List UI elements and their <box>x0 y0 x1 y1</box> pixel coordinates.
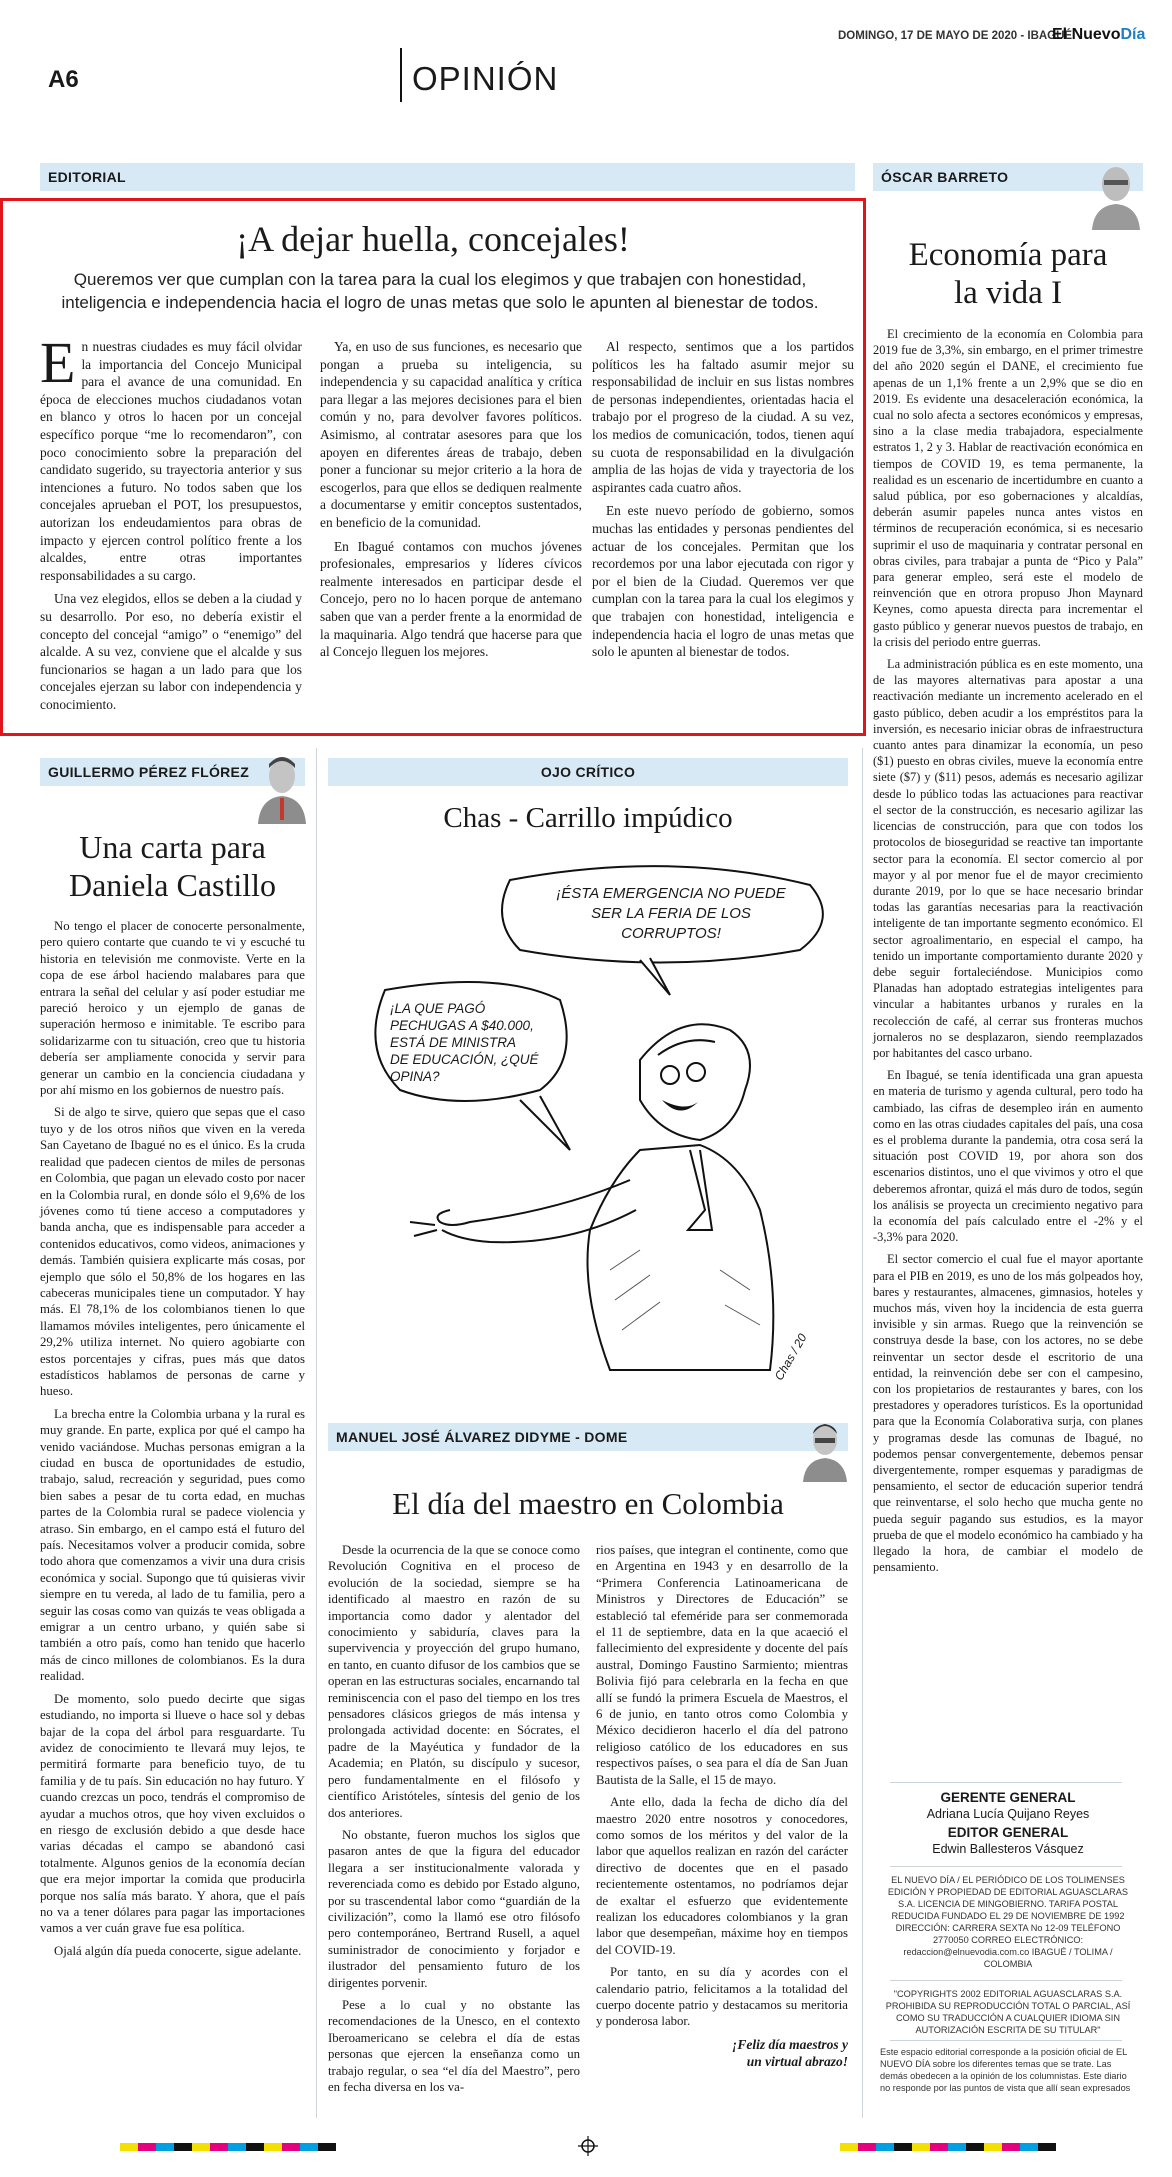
staff-legal-1: EL NUEVO DÍA / EL PERIÓDICO DE LOS TOLIMENSES EDICIÓN Y PROPIEDAD DE EDITORIAL AGUASCLARAS S.A. LICENCIA DE MINGOBIERNO. TARIFA POSTAL REDUCIDA FUNDADO EL 29 DE NOVIEMBRE DE 1992 DIRECCIÓN: CARRERA SEXTA No 12-09 TELÉFONO 2770050 CORREO ELECTRÓNICO: redaccion@elnuevodia.com.co IBAGUÉ / TOLIMA / COLOMBIA <box>887 1875 1129 1969</box>
editorial-p2: Una vez elegidos, ellos se deben a la ciudad y su desarrollo. Por eso, no debería existir el concepto del concejal “amigo” o “enemigo” del alcalde. A su vez, conviene que el alcalde y sus funcionarios se hagan a un lado para que los concejales ejerzan su labor con independencia y conocimiento. <box>40 591 302 712</box>
editorial-p6: En este nuevo período de gobierno, somos muchas las entidades y personas pendientes del actuar de los concejales. Permitan que los recordemos por una labor ejecutada con rigor y por el bien de la Ciudad. Queremos ver que cumplan con la tarea para la cual los elegimos y que trabajen con honestidad, inteligencia e independencia hacia el logro de unas metas que solo le apunten al bienestar de todos. <box>592 503 854 660</box>
guillermo-headline-line-1: Una carta para <box>79 829 266 865</box>
editorial-p4: En Ibagué contamos con muchos jóvenes profesionales, empresarios y líderes cívicos realmente interesados en participar desde el Concejo, pero no lo hacen porque de antemano saben que van a perder frente a la enormidad de la maquinaria. Algo tendrá que hacerse para que al Concejo lleguen los mejores. <box>320 538 582 660</box>
brand-logo <box>1052 26 1145 44</box>
manuel-column-1 <box>328 1542 580 2101</box>
registration-mark <box>578 2136 598 2156</box>
barreto-p4: El sector comercio el cual fue el mayor aportante para el PIB en 2019, es uno de los más golpeados hoy, bares y restaurantes, almacenes, gimnasios, hoteles y muchos más, viven hoy la incidencia de esta guerra invisible y sin armas. Ruego que la reinvención se construya desde la base, con los actores, no se debe reinventar un sector desde el escritorio de una entidad, la reinvención debe ser con el campesino, con los propietarios de restaurantes y bares, con los prestadores y operadores turísticos. Es la oportunidad para que la Economía Colaborativa surja, con planes y programas desde las comunas de Ibagué, no podemos pensar convergentemente, debemos pensar divergentemente, romper esquemas y paradigmas de pensamiento, el sector de educación superior tendrá que reinventarse, el solo hecho que mucha gente no pueda seguir pagando sus estudios, es la mayor prueba de que el modelo económico ha cambiado y ha llegado la hora, de cambiar el modelo de pensamiento. <box>873 1252 1143 1575</box>
staff-top-rule <box>890 1782 1122 1783</box>
guillermo-avatar <box>254 752 310 824</box>
cartoon <box>340 850 840 1410</box>
staff-legal-2: "COPYRIGHTS 2002 EDITORIAL AGUASCLARAS S.A. PROHIBIDA SU REPRODUCCIÓN TOTAL O PARCIAL, ASÍ COMO SU TRADUCCIÓN A CUALQUIER IDIOMA SIN AUTORIZACIÓN ESCRITA DE SU TITULAR" <box>885 1989 1131 2035</box>
brand-suffix: Día <box>1120 26 1146 43</box>
guillermo-p5: Ojalá algún día pueda conocerte, sigue adelante. <box>54 1943 302 1958</box>
manuel-avatar <box>800 1418 850 1482</box>
cartoon-bubble-1 <box>526 884 816 944</box>
manuel-p2: No obstante, fueron muchos los siglos que pasaron antes de que la figura del educador llegara a ser institucionalmente valorada y reverenciada como es debido por Estado alguno, por su trascendental labor como “guardián de la civilización”, como la llamó ese otro filósofo pero contemporáneo, Bertrand Rusell, a aquel suministrador de conocimiento y forjador e ilustrador del pensamiento futuro de los dirigentes porvenir. <box>328 1827 580 1990</box>
editorial-column-3 <box>592 338 854 667</box>
staff-rule-3 <box>890 2040 1122 2041</box>
section-divider <box>400 48 402 102</box>
guillermo-p3: La brecha entre la Colombia urbana y la rural es muy grande. En parte, explica por qué el campo ha venido vaciándose. Muchas personas emigran a la ciudad en busca de oportunidades de estudio, trabajo, salud, recreación y seguridad, pues como bien sabes a pesar de tu corta edad, en muchas partes de la Colombia rural se padece violencia y atraso. Sin embargo, en el campo está el futuro del país. Necesitamos volver a producir comida, sobre todo ahora que comenzamos a vivir una dura crisis económica y social. Supongo que tú quisieras vivir siempre en tu vereda, al lado de tu familia, pero a seguir las cosas como van quizás te veas obligada a emigrar a un centro urbano, y quién sabe si también a otro país, como han tenido que hacerlo más de cinco millones de colombianos. Es la dura realidad. <box>40 1406 305 1684</box>
editorial-subhead: Queremos ver que cumplan con la tarea para la cual los elegimos y que trabajen con honestidad, inteligencia e independencia hacia el logro de unas metas que solo le apunten al bienestar de todos. <box>61 270 819 312</box>
editorial-p5: Al respecto, sentimos que a los partidos políticos les ha faltado asumir mejor su responsabilidad de incluir en sus listas nombres de personas independientes, orientadas hacia el trabajo por el progreso de la ciudad. A su vez, los medios de comunicación, todos, tienen aquí su cuota de responsabilidad en la divulgación amplia de las hojas de vida y trayectoria de los aspirantes cada cuatro años. <box>592 339 854 495</box>
manuel-closing <box>596 2036 848 2070</box>
barreto-headline-line-2: la vida I <box>953 275 1063 311</box>
editorial-column-1 <box>40 330 302 719</box>
manuel-p6: Por tanto, en su día y acordes con el calendario patrio, felicitamos a la totalidad del cuerpo docente patrio y destacamos su meritoria y ponderosa labor. <box>596 1965 848 2029</box>
guillermo-headline <box>40 828 305 904</box>
barreto-p3: En Ibagué, se tenía identificada una gran apuesta en materia de turismo y agenda cultural, pero todo ha cambiado, las cifras de desempleo irán en aumento como en las otras ciudades capitales del país, una cosa es el problema durante la pandemia, otra cosa será la situación post COVID 19, por ahora son dos escenarios distintos, uno el que vivimos y otro el que deberemos afrontar, quizá el más duro de todos, según los análisis se proyecta un crecimiento negativo para la economía del país calculado entre el -2% y el -3,3% para 2020. <box>873 1068 1143 1245</box>
brand-prefix: El Nuevo <box>1052 26 1121 43</box>
editorial-headline: ¡A dejar huella, concejales! <box>236 219 630 259</box>
bubble-2-line-5: OPINA? <box>390 1069 440 1084</box>
ojo-headline: Chas - Carrillo impúdico <box>443 802 733 834</box>
guillermo-author: GUILLERMO PÉREZ FLÓREZ <box>48 764 250 780</box>
bubble-2-line-1: ¡LA QUE PAGÓ <box>390 1001 486 1016</box>
staff-role-1: GERENTE GENERAL <box>940 1790 1076 1805</box>
bubble-1-line-3: CORRUPTOS! <box>621 925 721 942</box>
barreto-p2: La administración pública es en este momento, una de las mayores alternativas para apostar a una reactivación mediante un incremento acelerado en el gasto público, deben acudir a los empréstitos para la inversión, es necesario iniciar obras de infraestructura cuanto antes para dinamizar la economía, un peso ($1) puesto en obras civiles, mueve la economía entre siete ($7) y ($11) pesos, además es necesario agilizar desde lo público todas las actuaciones para reactivar el sector de la construcción, es necesario agilizar las licencias de construcción, para que con todos los protocolos de bioseguridad se reactive tan importante sector para la economía. El sector comercio al por mayor y al por menor fue el de mayor crecimiento durante 2019, por lo que se hace necesario brindar todas las garantías necesarias para la reactivación inteligente de tan importante segmento económico. El sector agroalimentario, en especial el campo, ha tenido un importante comportamiento durante 2020 y debe seguir fortaleciéndose. Municipios como Planadas han adoptado estrategias inteligentes para vincular a habitantes urbanos y rurales en la recolección de café, al cerrar sus fronteras muchos jornaleros no se desplazaron, siendo reemplazados por habitantes del casco urbano. <box>873 657 1143 1060</box>
manuel-author-bar <box>328 1423 848 1451</box>
color-registration-left <box>120 2143 336 2151</box>
header-date: DOMINGO, 17 DE MAYO DE 2020 - IBAGUÉ <box>838 30 1073 42</box>
manuel-p1: Desde la ocurrencia de la que se conoce como Revolución Cognitiva en el proceso de evolución de la sociedad, siempre se ha identificado al maestro en razón de su importancia como dador y alentador del conocimiento y sabiduría, claves para la supervivencia y proyección del grupo humano, en tanto, en cuanto difusor de los cambios que se operan en las estructuras sociales, encarnando tal reminiscencia con el paso del tiempo en los tres pensadores clásicos griegos de más intensa y prolongada actividad docente: en Sócrates, el padre de la Mayéutica y fundador de la Academia; en Platón, su discípulo y sucesor, pero fundamentalmente en el filósofo y científico Aristóteles, síntesis del genio de los dos anteriores. <box>328 1543 580 1820</box>
bubble-2-line-4: DE EDUCACIÓN, ¿QUÉ <box>390 1052 539 1067</box>
editorial-p3: Ya, en uso de sus funciones, es necesario que pongan a prueba su inteligencia, su independencia y su capacidad analítica y crítica para llegar a las mejores decisiones para el bien común y no, para devolver favores políticos. Asimismo, al contratar asesores para que los apoyen en diferentes áreas de trabajo, deben poner a funcionar su mejor criterio a la hora de escogerlos, para que ellos se dediquen realmente a documentarse y emitir conceptos sustentados, en beneficio de la comunidad. <box>320 339 582 530</box>
ojo-label-bar <box>328 758 848 786</box>
editorial-label: EDITORIAL <box>48 169 126 185</box>
barreto-p1: El crecimiento de la economía en Colombia para 2019 fue de 3,3%, sin embargo, en el primer trimestre del año 2020 según el DANE, el crecimiento fue apenas de un 1,1% frente a un 2,9% que se dio en 2019. Es evidente una desaceleración económica, la cual no solo afecta a sectores económicos y empresas, sino a la clase media trabajadora, especialmente estratos 1, 2 y 3. Hablar de reactivación económica en tiempos de COVID 19, es tema permanente, la realidad es un escenario de incertidumbre en cuanto a salud pública, por eso gobernaciones y alcaldías, deberán asumir papeles nunca antes vistos en términos de recuperación económica, si es necesario suprimir el uso de maquinaria y contratar personal en obras civiles, para trabajar a punta de “Pico y Pala” para generar empleo, será este el modelo de reinvención que en otrora propuso Jhon Maynard Keynes, como apuesta directa para incrementar el gasto público y generar nuevos puestos de trabajo, en la crisis del periodo entre guerras. <box>873 327 1143 649</box>
bubble-2-line-3: ESTÁ DE MINISTRA <box>390 1035 517 1050</box>
guillermo-p1: No tengo el placer de conocerte personalmente, pero quiero contarte que cuando te vi y escuché tu historia en televisión me conmoviste. Verte en la copa de ese árbol haciendo malabares para que entrara la señal del celular y así poder estudiar me pareció heroico y un ejemplo de ganas de superación hermoso e inimitable. Te escribo para solidarizarme con tu situación, creo que tu historia debería ser ampliamente conocida y servir para generar un cambio en la conciencia ciudadana y por ahí mismo en los gobiernos de nuestro país. <box>40 919 305 1098</box>
manuel-closing-line-2: un virtual abrazo! <box>746 2053 848 2069</box>
page-number: A6 <box>48 66 79 93</box>
column-rule-right <box>862 748 863 2118</box>
manuel-column-2 <box>596 1542 848 2070</box>
guillermo-p2: Si de algo te sirve, quiero que sepas que el caso tuyo y de los otros niños que viven en la vereda San Cayetano de Ibagué no es el único. Es la cruda realidad que padecen cientos de miles de personas en Colombia, que pagan un elevado costo por nacer en la Colombia rural, en donde sólo el 9,6% de los jóvenes como tú tiene acceso a computadores y banda ancha, que es indispensable para acceder a contenidos educativos, como videos, animaciones y demás. También quisiera explicarte más cosas, por ejemplo que sólo el 50,8% de los hogares en las cabeceras municipales tiene un computador. Y hay más. El 78,1% de los colombianos tienen lo que llamamos móviles inteligentes, pero únicamente el 29,2% utiliza internet. No quiero agobiarte con estos porcentajes y cifras, pues más que datos estadísticos hablamos de personas de carne y hueso. <box>40 1105 305 1399</box>
staff-mid-rule <box>890 1866 1122 1867</box>
barreto-headline-line-1: Economía para <box>908 237 1108 273</box>
manuel-p4: rios países, que integran el continente, como que en Argentina en 1943 y en desarrollo de la “Primera Conferencia Latinoamericana de Ministros y Directores de Educación” se estableció tal efeméride para ser conmemorada el 11 de septiembre, data en la que acaeció el fallecimiento del expresidente y docente del país austral, Domingo Faustino Sarmiento; mientras Bolivia fijó para celebrarla en la fecha en que allí se fundó la primera Escuela de Maestros, el 6 de junio, en tanto otros como Colombia y México decidieron hacerlo el día del patrono religioso católico de los educadores en sus respectivos países, o sea para el día de San Juan Bautista de la Salle, el 15 de mayo. <box>596 1543 848 1787</box>
barreto-headline <box>873 236 1143 312</box>
staff-name-2: Edwin Ballesteros Vásquez <box>932 1842 1084 1856</box>
ojo-label: OJO CRÍTICO <box>540 764 636 780</box>
editorial-label-bar <box>40 163 855 191</box>
staff-name-1: Adriana Lucía Quijano Reyes <box>926 1807 1090 1821</box>
editorial-dropcap: E <box>40 330 76 395</box>
manuel-p5: Ante ello, dada la fecha de dicho día del maestro 2020 entre nosotros y conocedores, como somos de los méritos y del valor de la labor que aquellos realizan en razón del carácter directivo de docentes que en el pasado recientemente ostentamos, no podríamos dejar de exaltar el esfuerzo que evidentemente realizan los educadores colombianos y la gran labor que desempeñan, máxime hoy en tiempos del COVID-19. <box>596 1795 848 1957</box>
barreto-author: ÓSCAR BARRETO <box>881 169 1009 185</box>
color-registration-right <box>840 2143 1056 2151</box>
manuel-p3: Pese a lo cual y no obstante las recomendaciones de la Unesco, en el contexto Iberoamericano se celebra el día de estas personas que ejercen la enseñanza como un trabajo regular, o sea “el día del Maestro”, pero en fecha diversa en los va- <box>328 1997 580 2094</box>
barreto-body <box>873 326 1143 1581</box>
editorial-p1: n nuestras ciudades es muy fácil olvidar la importancia del Concejo Municipal para el avance de una comunidad. En época de elecciones muchos ciudadanos votan en blanco y otros lo hacen por un concejal específico porque “me lo recomendaron”, con poco conocimiento sobre la preparación del candidato sugerido, su trayectoria anterior y sus intenciones a futuro. No todos saben que los concejales aprueban el POT, los presupuestos, autorizan los endeudamientos para obras de impacto y ejercen control político frente a los alcaldes, entre otras importantes responsabilidades a su cargo. <box>40 339 302 583</box>
cartoon-signature: Chas / 20 <box>771 1331 810 1383</box>
manuel-author: MANUEL JOSÉ ÁLVAREZ DIDYME - DOME <box>336 1429 628 1445</box>
section-title: OPINIÓN <box>412 60 559 97</box>
editorial-column-2 <box>320 338 582 667</box>
manuel-closing-line-1: ¡Feliz día maestros y <box>732 2036 848 2052</box>
guillermo-p4: De momento, solo puedo decirte que sigas estudiando, no importa si llueve o hace sol y debas bajar de la copa del árbol para resguardarte. Tu avidez de conocimiento te llevará muy lejos, te permitirá formarte para beneficio tuyo, de tu familia y de tu país. Sin educación no hay futuro. Y cuando crezcas un poco, tendrás el compromiso de ayudar a muchos otros, que hoy viven excluidos o en riesgo de exclusión debido a que desde hace varias décadas el campo se abandonó casi totalmente. Algunos genios de la economía decían que era mejor importar la comida que producirla porque nos salía más barato. Y ahora, que el país no va a tener dólares para pagar las importaciones vamos a ver cuán grave fue esa política. <box>40 1691 305 1936</box>
bubble-1-line-2: SER LA FERIA DE LOS <box>591 905 751 922</box>
manuel-headline: El día del maestro en Colombia <box>392 1486 784 1521</box>
staff-legal-3: Este espacio editorial corresponde a la posición oficial de EL NUEVO DÍA sobre los diferentes temas que se trate. Las demás obedecen a la opinión de los columnistas. Este diario no responde por las puntos de vista que allí sean expresados <box>880 2047 1131 2093</box>
bubble-1-line-1: ¡ÉSTA EMERGENCIA NO PUEDE <box>556 885 786 902</box>
cartoon-bubble-2 <box>390 1000 565 1085</box>
guillermo-body <box>40 918 305 1965</box>
barreto-avatar <box>1088 160 1144 230</box>
staff-box <box>873 1790 1143 1856</box>
staff-role-2: EDITOR GENERAL <box>947 1825 1069 1840</box>
guillermo-headline-line-2: Daniela Castillo <box>68 867 277 903</box>
column-rule-left <box>316 748 317 2118</box>
bubble-2-line-2: PECHUGAS A $40.000, <box>390 1018 534 1033</box>
staff-rule-2 <box>890 1980 1122 1981</box>
